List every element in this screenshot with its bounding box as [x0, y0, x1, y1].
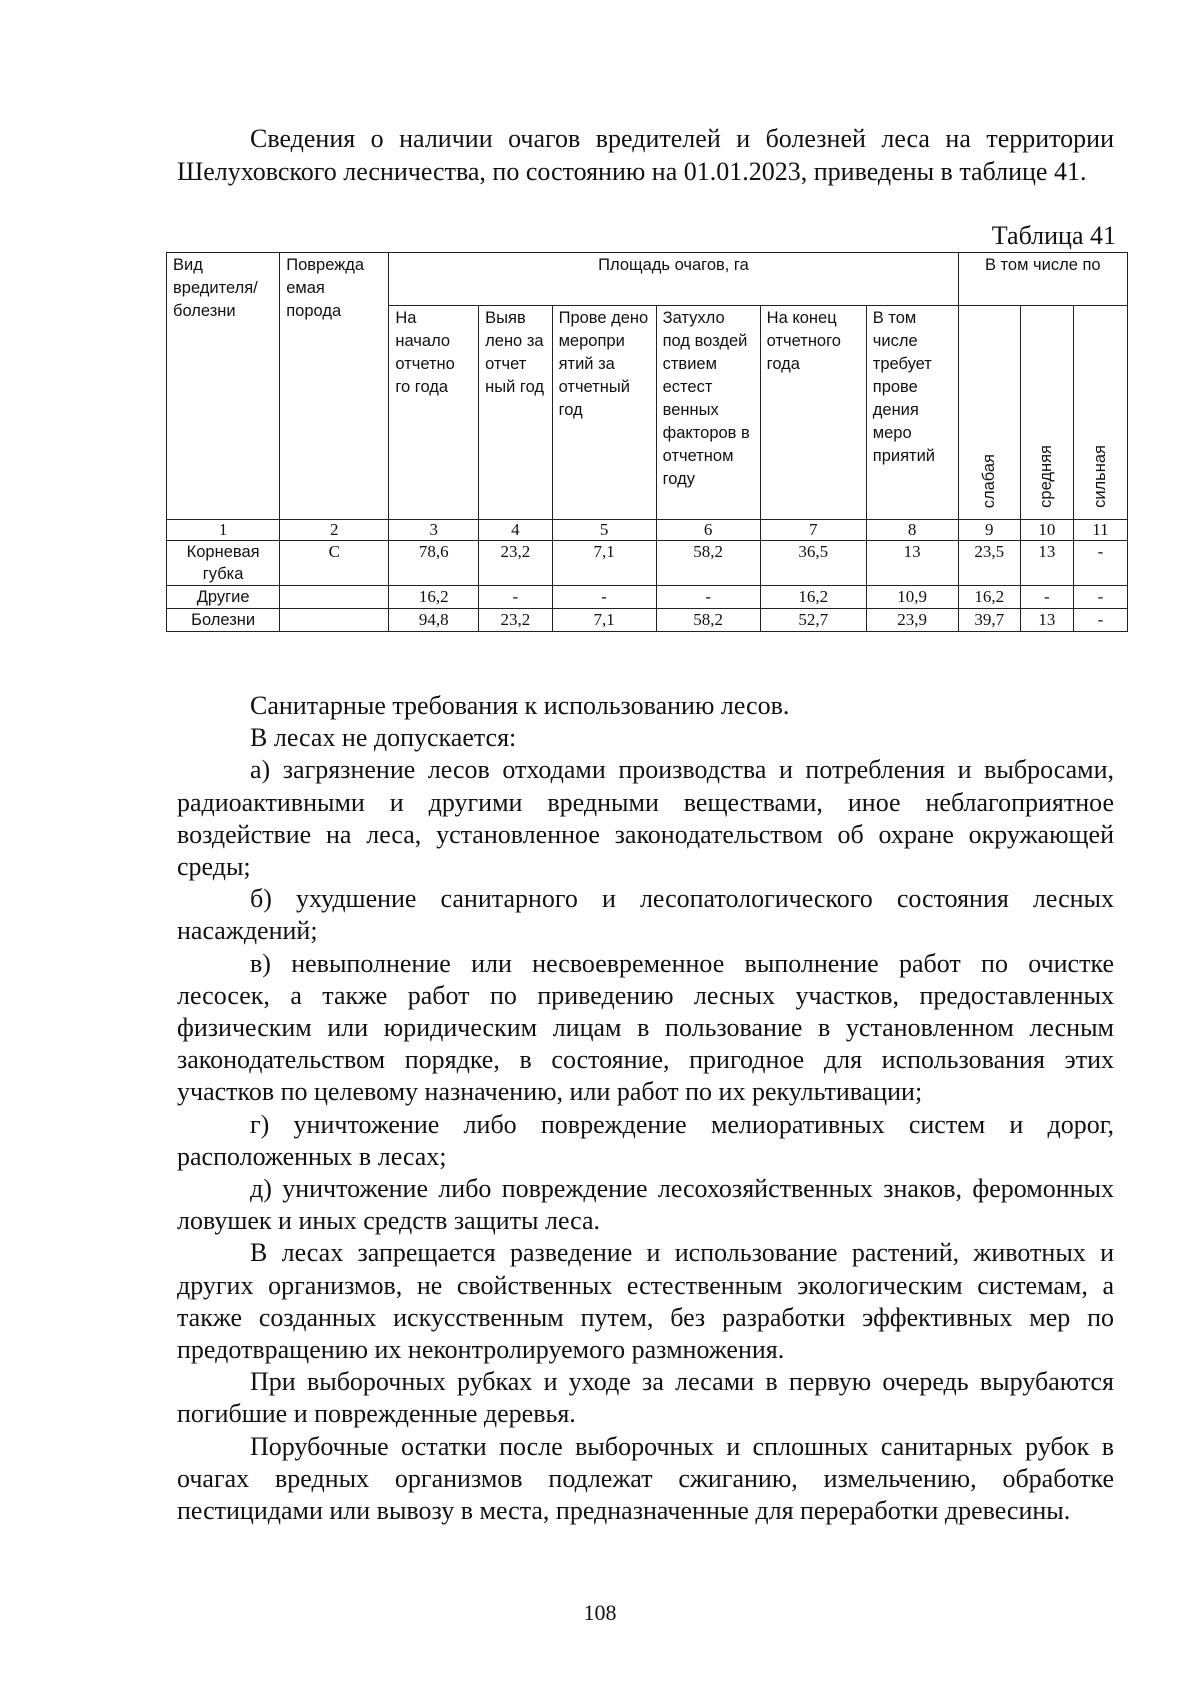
column-number: 11: [1073, 520, 1127, 541]
table-cell: Корневая губка: [167, 541, 280, 586]
table-cell: 23,5: [958, 541, 1020, 586]
table-cell: С: [280, 541, 389, 586]
table-row: [167, 586, 1128, 609]
paragraph-sanitary-heading: Санитарные требования к использованию лесов.: [250, 691, 790, 720]
column-number: 1: [167, 520, 280, 541]
paragraph-item-a: а) загрязнение лесов отходами производства и потребления и выбросами, радиоактивными и другими вредными веществами, иное неблагоприятное воздействие на леса, установленное законодательством об охране окружающей среды;: [177, 755, 1114, 882]
header-strong: сильная: [1073, 306, 1127, 520]
table-cell: -: [552, 586, 656, 609]
paragraph-item-g: г) уничтожение либо повреждение мелиоративных систем и дорог, расположенных в лесах;: [177, 1109, 1114, 1171]
paragraph-item-d: д) уничтожение либо повреждение лесохозяйственных знаков, феромонных ловушек и иных средств защиты леса.: [177, 1174, 1114, 1236]
table-cell: 10,9: [866, 586, 958, 609]
paragraph-breeding-ban: В лесах запрещается разведение и использование растений, животных и других организмов, не свойственных естественным экологическим системам, а также созданных искусственным путем, без разработки эффективных мер по предотвращению их неконтролируемого размножения.: [177, 1238, 1114, 1365]
table-cell: 58,2: [656, 609, 760, 632]
table-cell: 23,9: [866, 609, 958, 632]
table-cell: 39,7: [958, 609, 1020, 632]
column-number: 10: [1020, 520, 1073, 541]
column-number: 2: [280, 520, 389, 541]
table-cell: 94,8: [389, 609, 479, 632]
table-cell: -: [1073, 541, 1127, 586]
table-cell: -: [1073, 586, 1127, 609]
table-cell: 52,7: [760, 609, 866, 632]
header-done: Прове дено меропри ятий за отчетный год: [552, 306, 656, 520]
column-number-row: [167, 520, 1128, 541]
table-row: [167, 609, 1128, 632]
table-cell: 16,2: [760, 586, 866, 609]
column-number: 5: [552, 520, 656, 541]
column-number: 8: [866, 520, 958, 541]
header-start: На начало отчетно го года: [389, 306, 479, 520]
table-cell: -: [656, 586, 760, 609]
column-number: 4: [479, 520, 552, 541]
table-cell: 7,1: [552, 541, 656, 586]
header-medium: средняя: [1020, 306, 1073, 520]
paragraph-item-b: б) ухудшение санитарного и лесопатологического состояния лесных насаждений;: [177, 884, 1114, 946]
page-number: 108: [583, 1600, 617, 1625]
table-cell: [280, 609, 389, 632]
column-number: 7: [760, 520, 866, 541]
table-cell: 13: [1020, 541, 1073, 586]
table-row: [167, 541, 1128, 586]
table-cell: 23,2: [479, 609, 552, 632]
table-cell: 23,2: [479, 541, 552, 586]
table-cell: 13: [1020, 609, 1073, 632]
table-cell: -: [479, 586, 552, 609]
table-cell: Болезни: [167, 609, 280, 632]
paragraph-item-v: в) невыполнение или несвоевременное выполнение работ по очистке лесосек, а также работ по приведению лесных участков, предоставленных физическим или юридическим лицам в пользование в установленном лесным законодательством порядке, в состояние, пригодное для использования этих участков по целевому назначению, или работ по их рекультивации;: [177, 948, 1114, 1107]
column-number: 9: [958, 520, 1020, 541]
table-cell: -: [1073, 609, 1127, 632]
header-faded: Затухло под воздей ствием естест венных факторов в отчетном году: [656, 306, 760, 520]
column-number: 3: [389, 520, 479, 541]
table-cell: [280, 586, 389, 609]
table-cell: 16,2: [958, 586, 1020, 609]
paragraph-selective-felling: При выборочных рубках и уходе за лесами в первую очередь вырубаются погибшие и поврежденные деревья.: [177, 1367, 1114, 1429]
pest-foci-table: [166, 252, 1128, 632]
table-cell: 13: [866, 541, 958, 586]
table-cell: Другие: [167, 586, 280, 609]
table-caption: Таблица 41: [991, 221, 1116, 250]
header-incl-group: В том числе по: [958, 253, 1127, 306]
intro-paragraph: Сведения о наличии очагов вредителей и болезней леса на территории Шелуховского лесничества, по состоянию на 01.01.2023, приведены в таблице 41.: [177, 124, 1114, 186]
header-weak: слабая: [958, 306, 1020, 520]
table-cell: 36,5: [760, 541, 866, 586]
header-found: Выяв лено за отчет ный год: [479, 306, 552, 520]
column-number: 6: [656, 520, 760, 541]
table-cell: 58,2: [656, 541, 760, 586]
header-species: Поврежда емая порода: [280, 253, 389, 520]
table-cell: 16,2: [389, 586, 479, 609]
body-text: [177, 690, 1114, 1527]
table-cell: 78,6: [389, 541, 479, 586]
header-pest: Вид вредителя/ болезни: [167, 253, 280, 520]
header-area-group: Площадь очагов, га: [389, 253, 958, 306]
table-cell: 7,1: [552, 609, 656, 632]
paragraph-prohibited-intro: В лесах не допускается:: [250, 723, 517, 753]
header-end: На конец отчетного года: [760, 306, 866, 520]
table-cell: -: [1020, 586, 1073, 609]
paragraph-logging-residues: Порубочные остатки после выборочных и сплошных санитарных рубок в очагах вредных организмов подлежат сжиганию, измельчению, обработке пестицидами или вывозу в места, предназначенные для переработки древесины.: [177, 1431, 1114, 1526]
table-header-row-1: [167, 253, 1128, 306]
header-need: В том числе требует прове дения меро приятий: [866, 306, 958, 520]
